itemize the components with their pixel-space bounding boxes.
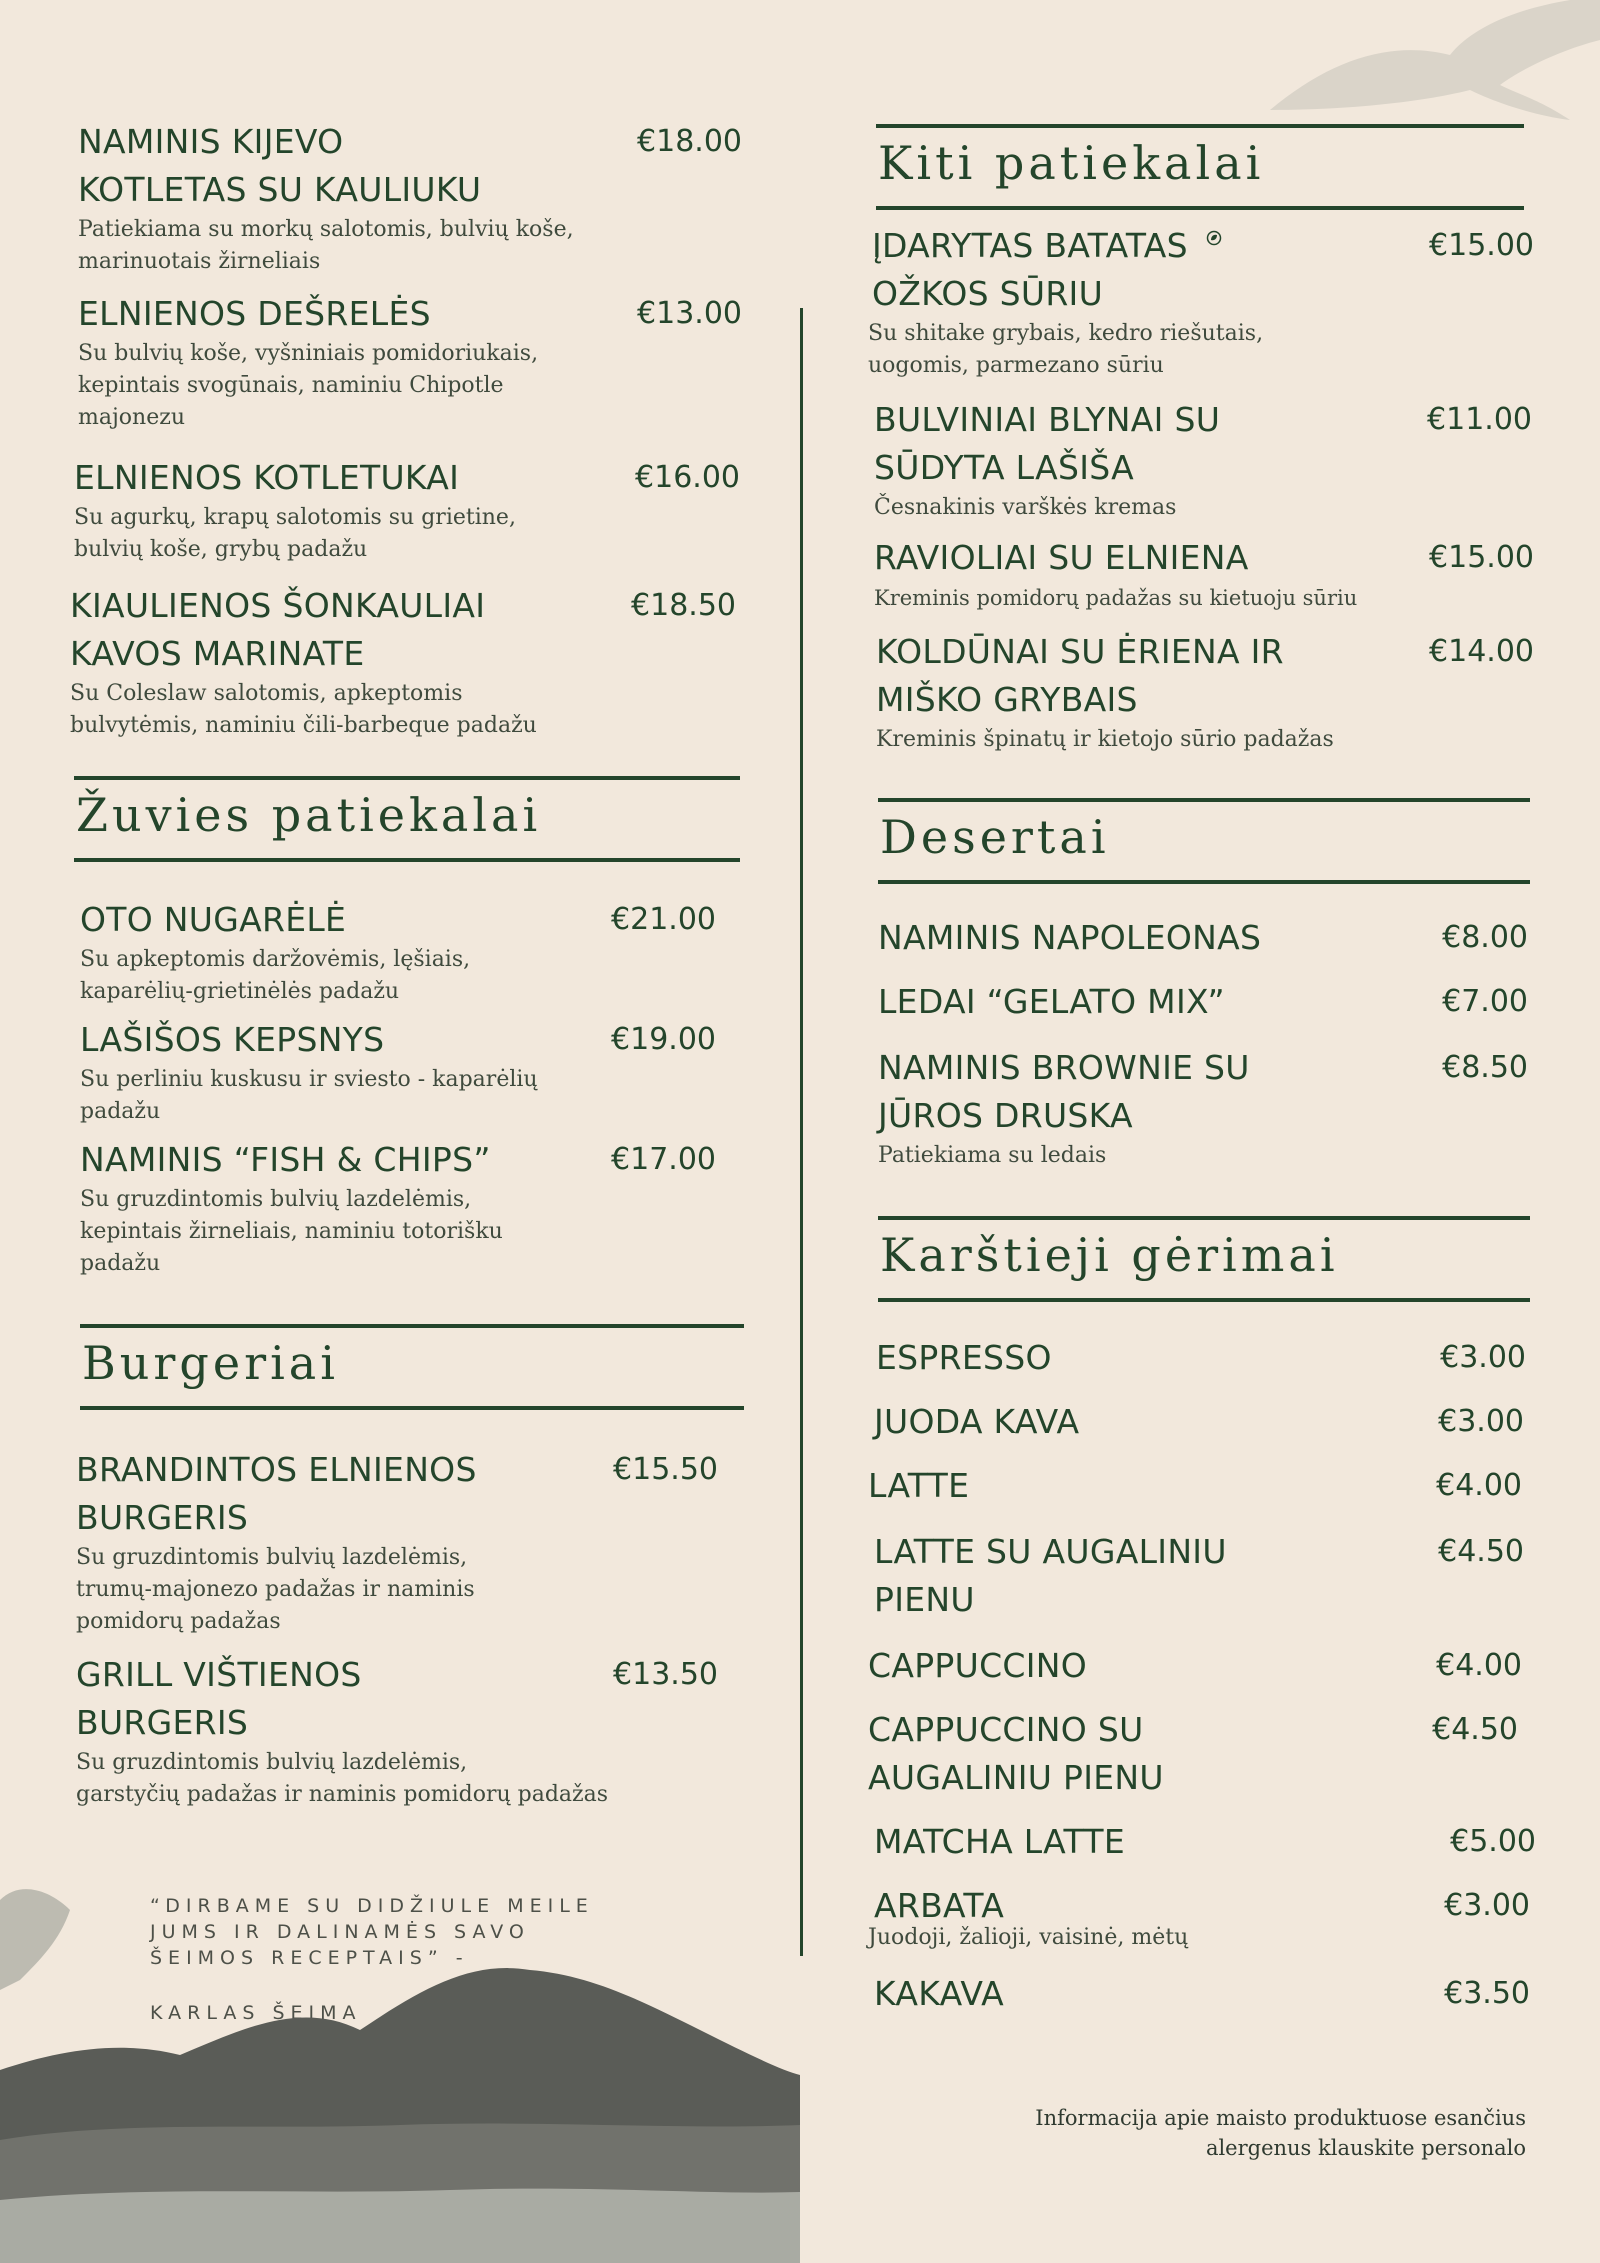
item-price: €19.00 — [611, 1022, 716, 1057]
item-description: Su Coleslaw salotomis, apkeptomis bulvytėmis, naminiu čili-barbeque padažu — [70, 681, 537, 738]
menu-item — [878, 978, 1528, 1026]
item-description: Su bulvių koše, vyšniniais pomidoriukais, kepintais svogūnais, naminiu Chipotle majonezu — [78, 341, 539, 430]
item-name: KIAULIENOS ŠONKAULIAI KAVOS MARINATE — [70, 586, 486, 673]
section-title: Desertai — [880, 810, 1110, 864]
item-name: ELNIENOS KOTLETUKAI — [74, 458, 460, 497]
item-price: €4.00 — [1436, 1648, 1522, 1683]
item-name: MATCHA LATTE — [874, 1822, 1125, 1861]
section-header-fish — [74, 776, 740, 862]
menu-item — [876, 1334, 1524, 1382]
item-price: €4.00 — [1436, 1468, 1522, 1503]
menu-item — [70, 582, 736, 742]
item-price: €18.50 — [631, 588, 736, 623]
menu-item — [876, 628, 1534, 756]
landscape-illustration — [0, 1880, 800, 2263]
menu-item — [874, 1528, 1524, 1624]
item-name: ELNIENOS DEŠRELĖS — [78, 294, 431, 333]
section-header-desserts — [878, 798, 1530, 884]
item-name: NAMINIS NAPOLEONAS — [878, 918, 1262, 957]
menu-item — [76, 1651, 736, 1811]
item-name: KOLDŪNAI SU ĖRIENA IR MIŠKO GRYBAIS — [876, 632, 1284, 719]
item-name: JUODA KAVA — [874, 1402, 1080, 1441]
item-description: Su gruzdintomis bulvių lazdelėmis, kepintais žirneliais, naminiu totorišku padažu — [80, 1187, 503, 1276]
item-description: Patiekiama su morkų salotomis, bulvių koše, marinuotais žirneliais — [78, 217, 574, 274]
item-price: €13.50 — [613, 1657, 718, 1692]
quote-author: KARLAS ŠEIMA — [150, 2002, 362, 2024]
item-name: GRILL VIŠTIENOS BURGERIS — [76, 1655, 362, 1742]
item-price: €16.00 — [635, 460, 740, 495]
item-description: Juodoji, žalioji, vaisinė, mėtų — [868, 1925, 1189, 1950]
menu-item — [874, 534, 1534, 614]
menu-item — [868, 222, 1534, 382]
item-name — [872, 222, 1432, 318]
section-header-hot-drinks — [878, 1216, 1530, 1302]
item-price: €3.00 — [1440, 1340, 1526, 1375]
menu-item — [878, 914, 1528, 962]
item-name: CAPPUCCINO — [868, 1646, 1088, 1685]
item-name: ARBATA — [874, 1886, 1005, 1925]
menu-item — [868, 1706, 1524, 1802]
item-name: BULVINIAI BLYNAI SU SŪDYTA LAŠIŠA — [874, 400, 1221, 487]
item-name: NAMINIS KIJEVO KOTLETAS SU KAULIUKU — [78, 122, 482, 209]
item-name: LATTE SU AUGALINIU PIENU — [874, 1532, 1227, 1619]
item-name: RAVIOLIAI SU ELNIENA — [874, 538, 1249, 577]
item-name-text: ĮDARYTAS BATATAS OŽKOS SŪRIU — [872, 226, 1188, 313]
menu-item — [80, 1016, 736, 1128]
item-description: Patiekiama su ledais — [878, 1143, 1107, 1168]
item-price: €8.00 — [1442, 920, 1528, 955]
section-header-burgers — [80, 1324, 744, 1410]
item-description: Česnakinis varškės kremas — [874, 495, 1177, 520]
item-price: €3.00 — [1438, 1404, 1524, 1439]
item-price: €4.50 — [1438, 1534, 1524, 1569]
item-name: NAMINIS BROWNIE SU JŪROS DRUSKA — [878, 1048, 1250, 1135]
vegetarian-leaf-icon — [1206, 230, 1222, 246]
menu-item — [868, 1462, 1524, 1510]
item-name: BRANDINTOS ELNIENOS BURGERIS — [76, 1450, 477, 1537]
item-name: OTO NUGARĖLĖ — [80, 900, 347, 939]
menu-item — [78, 118, 742, 278]
menu-item — [874, 1970, 1530, 2018]
column-divider — [800, 308, 803, 1956]
item-price: €7.00 — [1442, 984, 1528, 1019]
item-price: €3.50 — [1444, 1976, 1530, 2011]
item-name: KAKAVA — [874, 1974, 1004, 2013]
item-description: Su agurkų, krapų salotomis su grietine, bulvių koše, grybų padažu — [74, 505, 516, 562]
item-price: €15.50 — [613, 1452, 718, 1487]
item-price: €11.00 — [1427, 402, 1532, 437]
item-name: ESPRESSO — [876, 1338, 1052, 1377]
bird-illustration — [1270, 0, 1600, 130]
menu-item — [78, 290, 742, 434]
menu-item — [74, 454, 740, 566]
item-price: €8.50 — [1442, 1050, 1528, 1085]
item-description: Kreminis špinatų ir kietojo sūrio padažas — [876, 727, 1334, 752]
section-title: Karštieji gėrimai — [880, 1228, 1339, 1282]
section-header-other — [876, 124, 1524, 210]
item-price: €17.00 — [611, 1142, 716, 1177]
menu-item — [80, 1136, 736, 1280]
item-name: NAMINIS “FISH & CHIPS” — [80, 1140, 491, 1179]
menu-item — [874, 1398, 1524, 1446]
allergen-note: Informacija apie maisto produktuose esančius alergenus klauskite personalo — [1035, 2106, 1526, 2160]
item-price: €4.50 — [1432, 1712, 1518, 1747]
item-description: Su shitake grybais, kedro riešutais, uogomis, parmezano sūriu — [868, 321, 1264, 378]
item-name: CAPPUCCINO SU AUGALINIU PIENU — [868, 1710, 1164, 1797]
section-title: Žuvies patiekalai — [76, 788, 542, 842]
family-quote: “DIRBAME SU DIDŽIULE MEILE JUMS IR DALINAMĖS SAVO ŠEIMOS RECEPTAIS” - — [150, 1895, 594, 1969]
item-price: €15.00 — [1429, 228, 1534, 263]
item-price: €15.00 — [1429, 540, 1534, 575]
item-price: €21.00 — [611, 902, 716, 937]
item-name: LATTE — [868, 1466, 970, 1505]
menu-item — [874, 396, 1532, 524]
item-description: Su perliniu kuskusu ir sviesto - kaparėlių padažu — [80, 1067, 538, 1124]
item-price: €3.00 — [1444, 1888, 1530, 1923]
item-price: €13.00 — [637, 296, 742, 331]
menu-item — [868, 1642, 1524, 1690]
item-price: €14.00 — [1429, 634, 1534, 669]
section-title: Burgeriai — [82, 1336, 339, 1390]
item-description: Su apkeptomis daržovėmis, lęšiais, kaparėlių-grietinėlės padažu — [80, 947, 471, 1004]
item-description: Su gruzdintomis bulvių lazdelėmis, trumų-majonezo padažas ir naminis pomidorų padažas — [76, 1545, 475, 1634]
menu-item — [874, 1818, 1536, 1866]
menu-item — [76, 1446, 736, 1638]
menu-item — [868, 1882, 1530, 1954]
item-description: Su gruzdintomis bulvių lazdelėmis, garstyčių padažas ir naminis pomidorų padažas — [76, 1750, 609, 1807]
item-name: LAŠIŠOS KEPSNYS — [80, 1020, 385, 1059]
item-description: Kreminis pomidorų padažas su kietuoju sūriu — [874, 586, 1358, 610]
section-title: Kiti patiekalai — [878, 136, 1265, 190]
menu-item — [878, 1044, 1528, 1172]
item-name: LEDAI “GELATO MIX” — [878, 982, 1225, 1021]
menu-item — [80, 896, 736, 1008]
item-price: €18.00 — [637, 124, 742, 159]
item-price: €5.00 — [1450, 1824, 1536, 1859]
